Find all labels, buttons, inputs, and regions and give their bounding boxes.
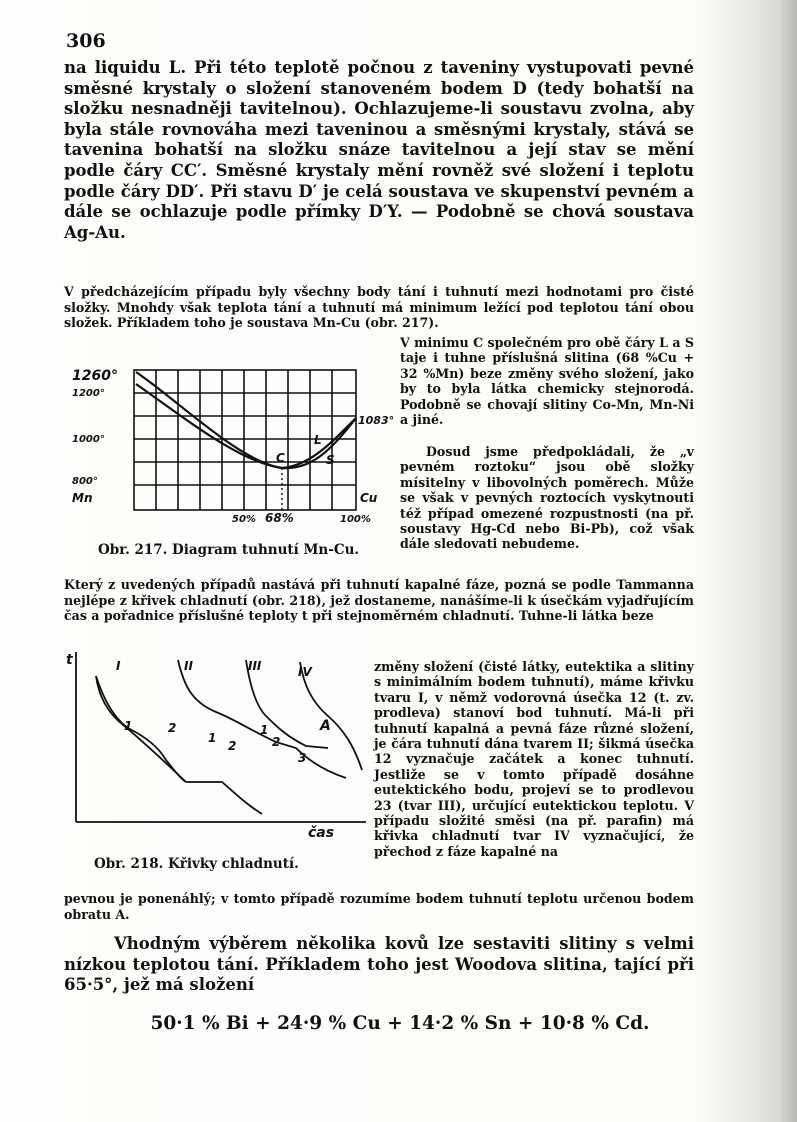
curve-label-iv: IV xyxy=(298,665,312,679)
curve-label-iii: III xyxy=(248,659,262,673)
paragraph-inflection: pevnou je ponenáhlý; v tomto případě rozumíme bodem tuhnutí teplotu určenou bodem obratu A. xyxy=(64,891,694,922)
paragraph-minimum: V předcházejícím případu byly všechny body tání i tuhnutí mezi hodnotami pro čisté složky. Mnohdy však teplota tání a tuhnutí má minimum ležící pod teplotou tání obou složek. Příkladem toho je soustava Mn-Cu (obr. 217). xyxy=(64,284,694,331)
point-label-iii1: 1 xyxy=(260,723,269,737)
y-label-1000: 1000° xyxy=(72,434,105,445)
point-label-s: S xyxy=(326,453,335,467)
y-label-mn: Mn xyxy=(72,491,93,505)
right-label-1083: 1083° xyxy=(358,414,395,427)
y-label-1200: 1200° xyxy=(72,388,105,399)
figure-218-curves xyxy=(66,646,376,846)
point-label-ii2: 2 xyxy=(228,739,237,753)
point-label-c: C xyxy=(276,451,285,465)
point-label-iii3: 3 xyxy=(298,751,307,765)
figure-218-caption: Obr. 218. Křivky chladnutí. xyxy=(94,856,299,872)
point-label-i1: 1 xyxy=(124,719,133,733)
alloy-formula: 50·1 % Bi + 24·9 % Cu + 14·2 % Sn + 10·8 % Cd. xyxy=(150,1013,650,1034)
point-label-i2: 2 xyxy=(168,721,177,735)
figure-217-caption: Obr. 217. Diagram tuhnutí Mn-Cu. xyxy=(98,542,360,558)
paragraph-tammann: Který z uvedených případů nastává při tuhnutí kapalné fáze, pozná se podle Tammanna nejlépe z křivek chladnutí (obr. 218), jež dostaneme, nanášíme-li k úsečkám vyjadřujícím čas a pořadnice příslušné teploty t při stejnoměrném chladnutí. Tuhne-li látka beze xyxy=(64,577,694,624)
point-label-iii2: 2 xyxy=(272,735,281,749)
x-label-50: 50% xyxy=(232,514,256,525)
paragraph-curve-shapes: změny složení (čisté látky, eutektika a slitiny s minimálním bodem tuhnutí), máme křivku tvaru I, v němž vodorovná úsečka 12 (t. zv. prodleva) stanoví bod tuhnutí. Má-li při tuhnutí kapalná a pevná fáze různé složení, je čára tuhnutí dána tvarem II; šikmá úsečka 12 vyznačuje začátek a konec tuhnutí. Jestliže se v tomto případě dosáhne eutektického bodu, projeví se to prodlevou 23 (tvar III), určující eutektickou teplotu. V případu složité směsi (na př. parafin) má křivka chladnutí tvar IV vyznačující, že přechod z fáze kapalné na xyxy=(374,659,694,859)
paragraph-liquidus: na liquidu L. Při této teplotě počnou z taveniny vystupovati pevné směsné krystaly o složení stanoveném bodem D (tedy bohatší na složku nesnadněji tavitelnou). Ochlazujeme-li soustavu zvolna, aby byla stále rovnováha mezi taveninou a směsnými krystaly, stává se tavenina bohatší na složku snáze tavitelnou a její stav se mění podle čáry CC′. Směsné krystaly mění rovněž své složení i teplotu podle čáry DD′. Při stavu D′ je celá soustava ve skupenství pevném a dále se ochlazuje podle přímky D′Y. — Podobně se chová soustava Ag-Au. xyxy=(64,58,694,242)
paragraph-solid-solution: Dosud jsme předpokládali, že „v pevném roztoku“ jsou obě složky mísitelny v libovolných poměrech. Může se však v pevných roztocích vyskytnouti též případ omezené rozpustnosti (na př. soustavy Hg-Cd nebo Bi-Pb), což však dále sledovati nebudeme. xyxy=(400,444,694,552)
paragraph-wood-alloy: Vhodným výběrem několika kovů lze sestaviti slitiny s velmi nízkou teplotou tání. Příkladem toho jest Woodova slitina, tající při 65·5°, jež má složení xyxy=(64,934,694,995)
axis-label-time: čas xyxy=(308,825,335,841)
x-label-100: 100% xyxy=(340,514,371,525)
point-label-a: A xyxy=(320,718,331,734)
right-label-cu: Cu xyxy=(360,491,378,505)
page-number: 306 xyxy=(66,30,106,52)
paragraph-minimum-c: V minimu C společném pro obě čáry L a S taje i tuhne příslušná slitina (68 %Cu + 32 %Mn) beze změny svého složení, jako by to byla látka chemicky stejnorodá. Podobně se chovají slitiny Co-Mn, Mn-Ni a jiné. xyxy=(400,335,694,428)
curve-label-ii: II xyxy=(184,659,193,673)
point-label-ii1: 1 xyxy=(208,731,217,745)
curve-label-i: I xyxy=(116,659,121,673)
y-label-800: 800° xyxy=(72,476,98,487)
figure-217-diagram xyxy=(70,362,395,527)
x-label-68: 68% xyxy=(265,511,294,525)
page-edge-shadow xyxy=(779,0,797,1122)
y-label-1260: 1260° xyxy=(72,368,118,384)
axis-label-t: t xyxy=(66,652,73,668)
point-label-l: L xyxy=(314,433,322,447)
